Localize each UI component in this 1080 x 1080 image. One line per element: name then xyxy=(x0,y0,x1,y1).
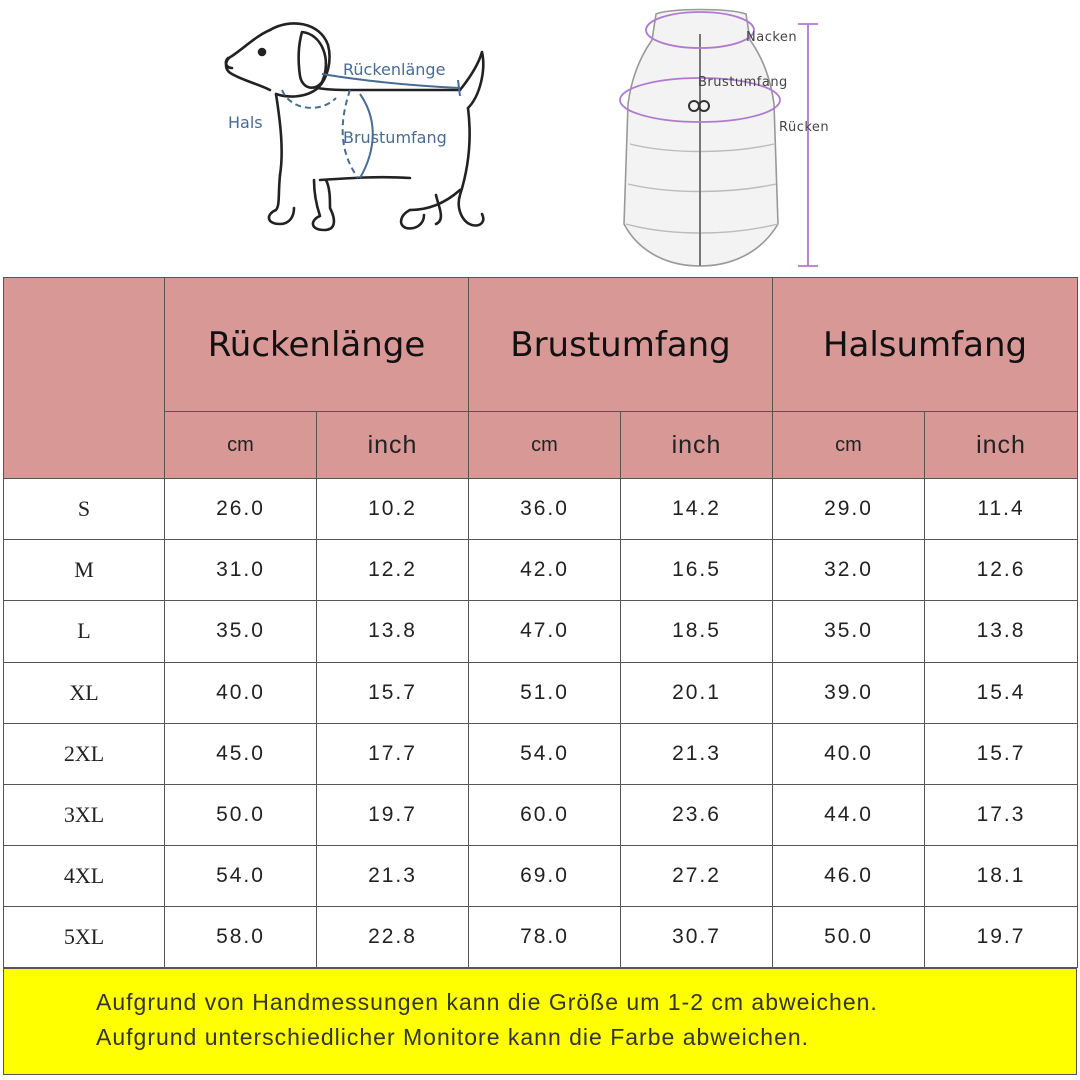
table-cell: 17.3 xyxy=(925,784,1078,845)
unit-header: cm xyxy=(773,412,925,479)
table-cell: 10.2 xyxy=(317,479,469,540)
table-cell: 39.0 xyxy=(773,662,925,723)
table-row xyxy=(4,723,1078,784)
dog-label-chest: Brustumfang xyxy=(343,128,447,147)
table-header-row xyxy=(4,278,1078,412)
table-row xyxy=(4,479,1078,540)
size-label: 4XL xyxy=(4,845,165,906)
table-cell: 27.2 xyxy=(621,845,773,906)
table-cell: 32.0 xyxy=(773,540,925,601)
table-cell: 19.7 xyxy=(317,784,469,845)
table-cell: 11.4 xyxy=(925,479,1078,540)
table-cell: 35.0 xyxy=(773,601,925,662)
column-header-chest: Brustumfang xyxy=(469,278,773,412)
vest-label-chest: Brustumfang xyxy=(698,75,788,90)
table-cell: 78.0 xyxy=(469,906,621,967)
table-cell: 30.7 xyxy=(621,906,773,967)
table-cell: 45.0 xyxy=(165,723,317,784)
notice-box xyxy=(3,968,1077,1075)
notice-line-1: Aufgrund von Handmessungen kann die Größe um 1-2 cm abweichen. xyxy=(96,989,878,1015)
vest-label-neck: Nacken xyxy=(746,30,798,45)
table-cell: 15.7 xyxy=(317,662,469,723)
table-cell: 46.0 xyxy=(773,845,925,906)
size-label: M xyxy=(4,540,165,601)
size-label: 2XL xyxy=(4,723,165,784)
table-cell: 18.5 xyxy=(621,601,773,662)
unit-header: cm xyxy=(469,412,621,479)
table-cell: 44.0 xyxy=(773,784,925,845)
table-cell: 69.0 xyxy=(469,845,621,906)
table-cell: 23.6 xyxy=(621,784,773,845)
table-cell: 15.7 xyxy=(925,723,1078,784)
table-cell: 58.0 xyxy=(165,906,317,967)
table-cell: 20.1 xyxy=(621,662,773,723)
table-cell: 54.0 xyxy=(165,845,317,906)
vest-label-back: Rücken xyxy=(779,120,830,135)
table-cell: 12.2 xyxy=(317,540,469,601)
table-cell: 51.0 xyxy=(469,662,621,723)
table-cell: 47.0 xyxy=(469,601,621,662)
dog-label-back-length: Rückenlänge xyxy=(343,60,446,79)
size-table xyxy=(3,277,1078,968)
table-cell: 13.8 xyxy=(925,601,1078,662)
table-cell: 21.3 xyxy=(621,723,773,784)
size-label: 3XL xyxy=(4,784,165,845)
vest-illustration xyxy=(610,4,840,274)
column-header-neck: Halsumfang xyxy=(773,278,1078,412)
unit-header: cm xyxy=(165,412,317,479)
table-row xyxy=(4,784,1078,845)
table-row xyxy=(4,662,1078,723)
table-cell: 54.0 xyxy=(469,723,621,784)
notice-line-2: Aufgrund unterschiedlicher Monitore kann die Farbe abweichen. xyxy=(96,1024,810,1050)
table-row xyxy=(4,906,1078,967)
table-cell: 50.0 xyxy=(773,906,925,967)
table-row xyxy=(4,845,1078,906)
table-cell: 15.4 xyxy=(925,662,1078,723)
dog-label-neck: Hals xyxy=(228,113,263,132)
table-cell: 17.7 xyxy=(317,723,469,784)
table-cell: 29.0 xyxy=(773,479,925,540)
illustration-area xyxy=(0,0,1080,272)
table-row xyxy=(4,540,1078,601)
size-label: XL xyxy=(4,662,165,723)
table-cell: 40.0 xyxy=(165,662,317,723)
table-cell: 40.0 xyxy=(773,723,925,784)
table-cell: 42.0 xyxy=(469,540,621,601)
table-body xyxy=(4,479,1078,968)
unit-header: inch xyxy=(317,412,469,479)
table-cell: 22.8 xyxy=(317,906,469,967)
table-cell: 50.0 xyxy=(165,784,317,845)
unit-header: inch xyxy=(621,412,773,479)
size-label: 5XL xyxy=(4,906,165,967)
table-cell: 31.0 xyxy=(165,540,317,601)
table-row xyxy=(4,601,1078,662)
table-corner-cell xyxy=(4,278,165,479)
column-header-back-length: Rückenlänge xyxy=(165,278,469,412)
table-cell: 13.8 xyxy=(317,601,469,662)
table-cell: 60.0 xyxy=(469,784,621,845)
table-cell: 14.2 xyxy=(621,479,773,540)
table-unit-row xyxy=(4,412,1078,479)
table-cell: 19.7 xyxy=(925,906,1078,967)
table-cell: 36.0 xyxy=(469,479,621,540)
table-cell: 18.1 xyxy=(925,845,1078,906)
unit-header: inch xyxy=(925,412,1078,479)
size-label: L xyxy=(4,601,165,662)
table-cell: 16.5 xyxy=(621,540,773,601)
size-label: S xyxy=(4,479,165,540)
table-cell: 35.0 xyxy=(165,601,317,662)
table-cell: 21.3 xyxy=(317,845,469,906)
table-cell: 26.0 xyxy=(165,479,317,540)
table-cell: 12.6 xyxy=(925,540,1078,601)
